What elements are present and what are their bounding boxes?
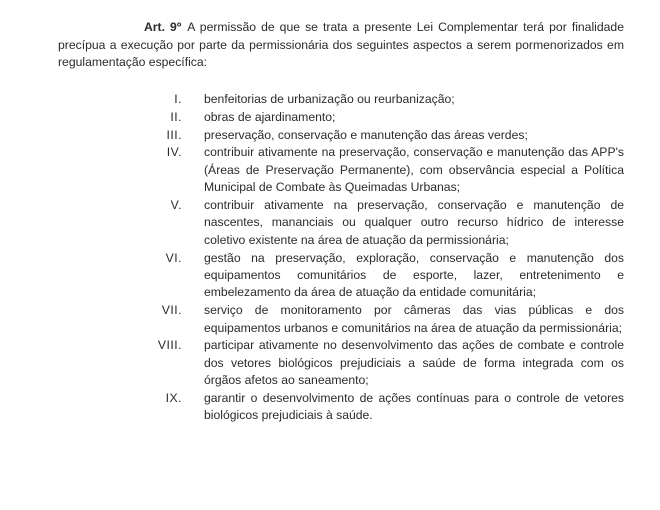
article-text: A permissão de que se trata a presente Lei Complementar terá por finalidade precípua a execução por parte da permissionária dos seguintes aspectos a serem pormenorizados em regulamentação específica: [58,20,624,69]
item-text: participar ativamente no desenvolvimento das ações de combate e controle dos vetores biológicos prejudiciais a saúde de forma integrada com os órgãos afetos ao saneamento; [204,338,624,388]
item-text: benfeitorias de urbanização ou reurbanização; [204,92,455,106]
item-text: contribuir ativamente na preservação, conservação e manutenção das APP's (Áreas de Preservação Permanente), com observância especial a Política Municipal de Combate às Queimadas Urbanas; [204,145,624,195]
list-item [0,250,660,302]
item-list [0,91,660,425]
article-label: Art. 9º [144,20,182,35]
item-text: contribuir ativamente na preservação, conservação e manutenção de nascentes, mananciais ou qualquer outro recurso hídrico de interesse coletivo existente na área de atuação da permissionária; [204,198,624,247]
item-text: serviço de monitoramento por câmeras das vias públicas e dos equipamentos urbanos e comunitários na área de atuação da permissionária; [204,303,624,335]
item-number: VI. [165,250,182,265]
item-text: garantir o desenvolvimento de ações contínuas para o controle de vetores biológicos prejudiciais à saúde. [204,391,624,423]
list-item [0,390,660,425]
item-number: IV. [166,145,182,160]
list-item [0,144,660,196]
item-text: gestão na preservação, exploração, conservação e manutenção dos equipamentos comunitários de esporte, lazer, entretenimento e embelezamento da área de atuação da entidade comunitária; [204,250,624,300]
item-number: I. [174,92,182,106]
item-number: IX. [165,391,182,406]
item-number: VII. [161,303,182,318]
item-number: VIII. [157,338,182,353]
article-paragraph [58,19,624,71]
list-item [0,302,660,337]
list-item [0,127,660,144]
list-item [0,337,660,389]
list-item [0,197,660,249]
item-text: preservação, conservação e manutenção das áreas verdes; [204,127,528,142]
item-number: V. [170,198,182,212]
list-item [0,109,660,126]
list-item [0,91,660,108]
item-text: obras de ajardinamento; [204,109,336,124]
item-number: III. [166,127,182,142]
item-number: II. [170,109,182,124]
